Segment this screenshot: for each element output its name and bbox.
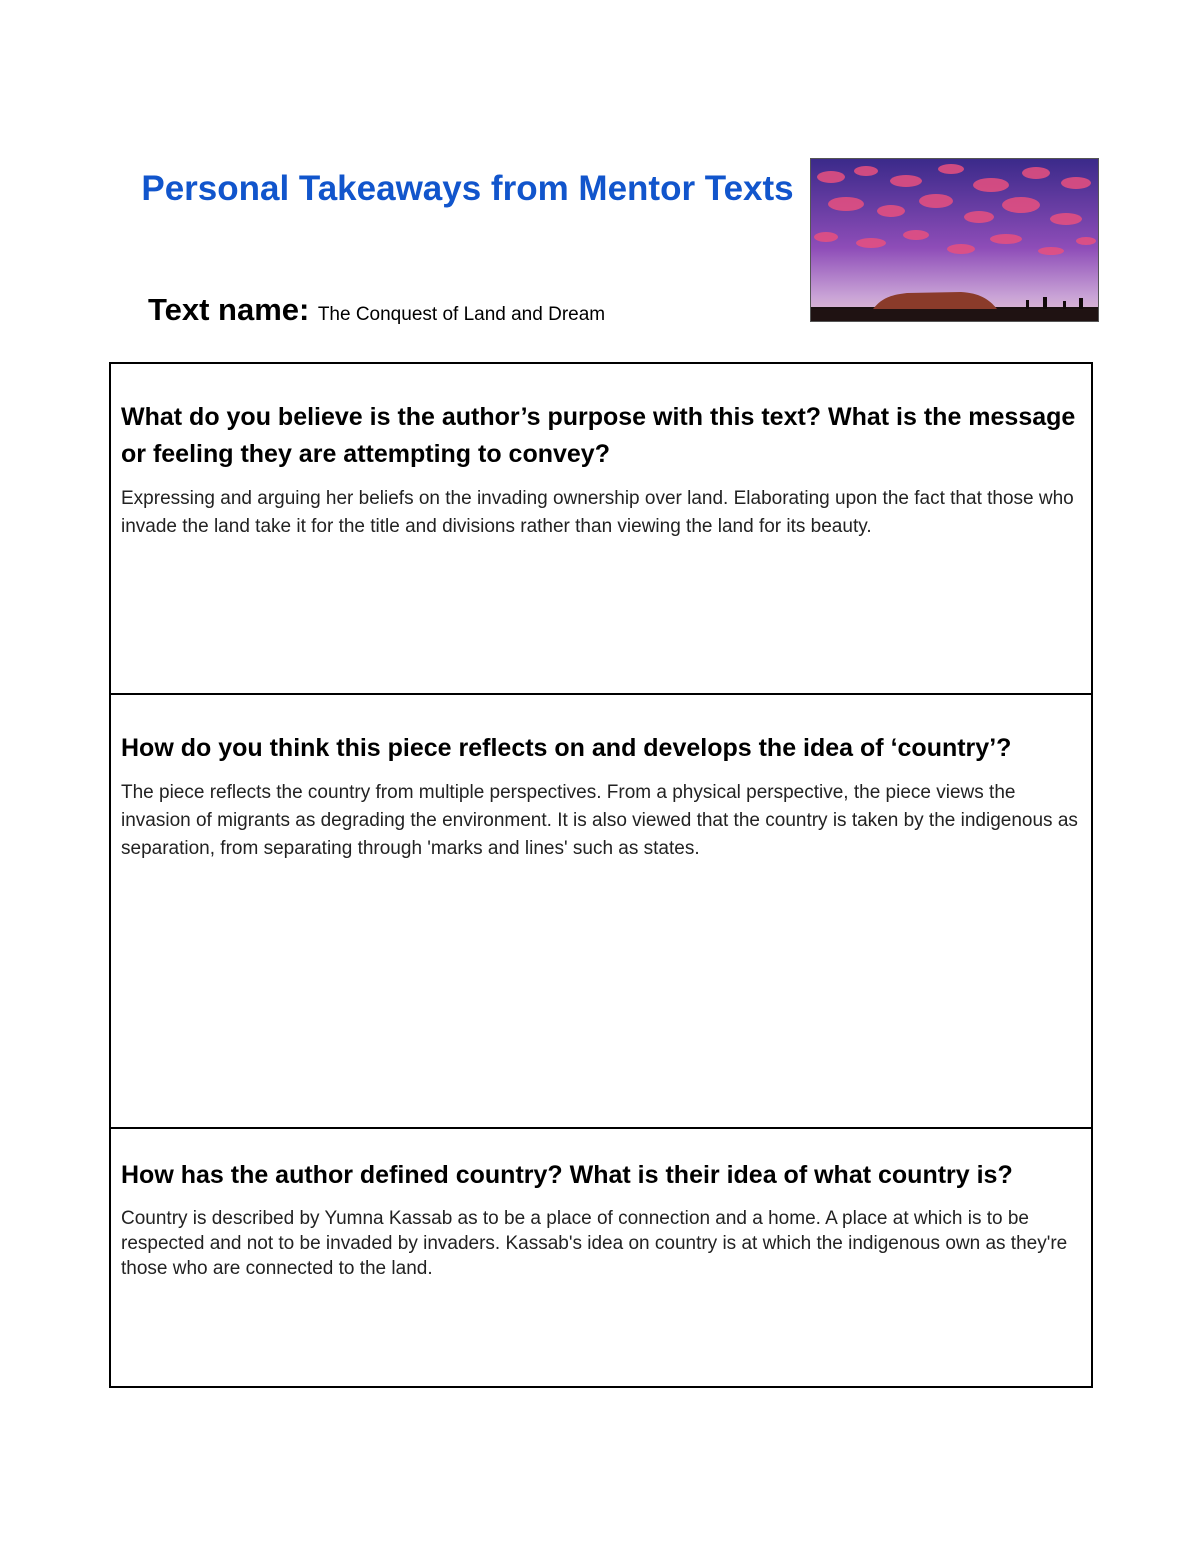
question-heading: How do you think this piece reflects on and develops the idea of ‘country’? (121, 734, 1012, 762)
question-heading: How has the author defined country? What is their idea of what country is? (121, 1161, 1013, 1189)
answer-text: The piece reflects the country from multiple perspectives. From a physical perspective, the piece views the invasion of migrants as degrading the environment. It is also viewed that the country is taken by the indigenous as separation, from separating through 'marks and lines' such as states. (121, 782, 1078, 859)
landscape-photo-icon (810, 158, 1099, 322)
section-country-definition (111, 1129, 1091, 1386)
answer-text: Country is described by Yumna Kassab as to be a place of connection and a home. A place at which is to be respected and not to be invaded by invaders. Kassab's idea on country is at which the indigenous own as they're those who are connected to the land. (121, 1208, 1068, 1279)
text-name-line (148, 292, 605, 328)
text-name-label: Text name: (148, 292, 310, 327)
section-country-idea (111, 695, 1091, 1129)
page-title: Personal Takeaways from Mentor Texts (141, 169, 794, 208)
question-heading: What do you believe is the author’s purpose with this text? What is the message or feeling they are attempting to convey? (121, 403, 1076, 468)
answer-text: Expressing and arguing her beliefs on the invading ownership over land. Elaborating upon the fact that those who invade the land take it for the title and divisions rather than viewing the land for its beauty. (121, 488, 1074, 537)
text-name-value: The Conquest of Land and Dream (317, 304, 606, 325)
takeaways-table (109, 362, 1093, 1388)
section-purpose (111, 364, 1091, 695)
